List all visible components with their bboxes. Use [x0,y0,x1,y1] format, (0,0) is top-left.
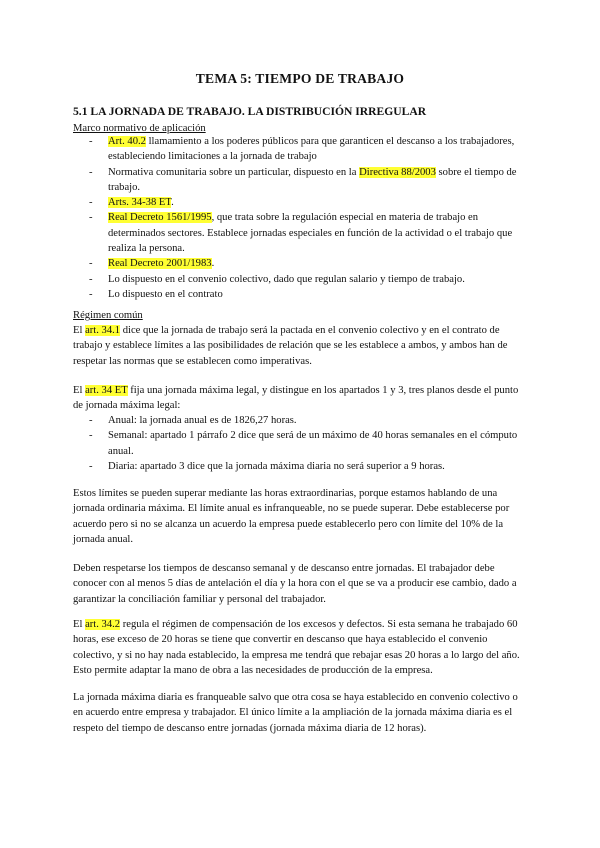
dash-bullet: - [89,258,93,270]
dash-bullet: - [89,197,93,209]
dash-bullet: - [89,460,93,472]
marco-normativo-heading: Marco normativo de aplicación [73,123,206,134]
jornada-planos-list [73,413,533,474]
legal-reference: Real Decreto 1561/1995 [108,212,212,224]
list-item-text: . [171,197,174,209]
paragraph-text: El [73,619,86,630]
list-item-text: sobre el tiempo de trabajo. [108,166,517,193]
regimen-comun-heading: Régimen común [73,310,143,321]
legal-reference: Arts. 34-38 ET [108,197,172,209]
document-title: TEMA 5: TIEMPO DE TRABAJO [195,71,405,86]
section-heading: 5.1 LA JORNADA DE TRABAJO. LA DISTRIBUCIÓN IRREGULAR [73,105,427,118]
paragraph-text: El [73,325,86,336]
paragraph-text: fija una jornada máxima legal, y distingue en los apartados 1 y 3, tres planos desde el punto de jornada máxima legal: [73,385,519,412]
list-item-text: Semanal: apartado 1 párrafo 2 dice que será de un máximo de 40 horas semanales en el cómputo anual. [108,430,518,457]
list-item-text: Diaria: apartado 3 dice que la jornada máxima diaria no será superior a 9 horas. [108,460,445,472]
paragraph-descanso: Deben respetarse los tiempos de descanso semanal y de descanso entre jornadas. El trabajador debe conocer con al menos 5 días de antelación el día y la hora con el que se va a producir ese cambio, dado a garantizar la conciliación familiar y personal del trabajador. [73,563,517,605]
paragraph-horas-extraordinarias: Estos límites se pueden superar mediante las horas extraordinarias, porque estamos hablando de una jornada ordinaria máxima. El límite anual es infranqueable, no se puede superar. Debe establecerse por acuerdo pero si no se alcanza un acuerdo la empresa puede establecerlo pero con límite del 10% de la jornada anual. [73,488,510,545]
dash-bullet: - [89,288,93,300]
list-item [73,428,533,459]
paragraph-text: regula el régimen de compensación de los excesos y defectos. Si esta semana he trabajado 60 horas, ese exceso de 20 horas se tiene que convertir en descanso que haya establecido el convenio colectivo, y si no hay nada establecido, la empresa me tendrá que rebajar esas 20 horas a lo largo del año. Esto permite adaptar la mano de obra a las necesidades de producción de la empresa. [73,619,520,676]
paragraph-art-34-et [73,383,528,414]
legal-reference: art. 34.2 [85,619,121,630]
list-item [73,272,533,287]
list-item-text: Normativa comunitaria sobre un particular, dispuesto en la [108,166,360,178]
paragraph-jornada-maxima-diaria: La jornada máxima diaria es franqueable salvo que otra cosa se haya establecido en convenio colectivo o en acuerdo entre empresa y trabajador. El único límite a la ampliación de la jornada máxima diaria es el respeto del tiempo de descanso entre jornadas (jornada máxima diaria de 12 horas). [73,692,518,734]
list-item [73,165,533,196]
list-item [73,287,533,302]
list-item-text: llamamiento a los poderes públicos para que garanticen el descanso a los trabajadores, estableciendo limitaciones a la jornada de trabajo [108,136,515,163]
list-item-text: Lo dispuesto en el convenio colectivo, dado que regulan salario y tiempo de trabajo. [108,273,465,285]
list-item [73,256,533,271]
list-item-text: Anual: la jornada anual es de 1826,27 horas. [108,415,297,426]
legal-reference: Art. 40.2 [108,136,146,147]
list-item [73,459,533,474]
list-item [73,195,533,210]
marco-normativo-list [73,134,533,302]
paragraph-art-34-2 [73,617,528,678]
dash-bullet: - [89,415,93,426]
list-item-text: , que trata sobre la regulación especial en materia de trabajo en determinados sectores. Establece jornadas especiales en función de la actividad o el trabajo que realiza la persona. [108,212,513,255]
legal-reference: art. 34.1 [85,325,121,336]
dash-bullet: - [89,136,93,147]
list-item [73,413,533,428]
paragraph-text: dice que la jornada de trabajo será la pactada en el convenio colectivo y en el contrato de trabajo y establece límites a las posibilidades de relación que se les establece a ambos, y ambos han de respetar las normas que se establecen como imperativas. [73,325,508,367]
list-item-text: . [211,258,215,270]
dash-bullet: - [89,166,93,178]
dash-bullet: - [89,212,93,224]
legal-reference: art. 34 ET [85,385,128,396]
list-item [73,134,533,165]
dash-bullet: - [89,273,93,285]
paragraph-art-34-1 [73,323,528,369]
legal-reference: Real Decreto 2001/1983 [108,258,212,270]
paragraph-text: El [73,385,86,396]
legal-reference: Directiva 88/2003 [359,166,436,178]
dash-bullet: - [89,430,93,442]
list-item [73,210,533,256]
list-item-text: Lo dispuesto en el contrato [108,288,223,300]
